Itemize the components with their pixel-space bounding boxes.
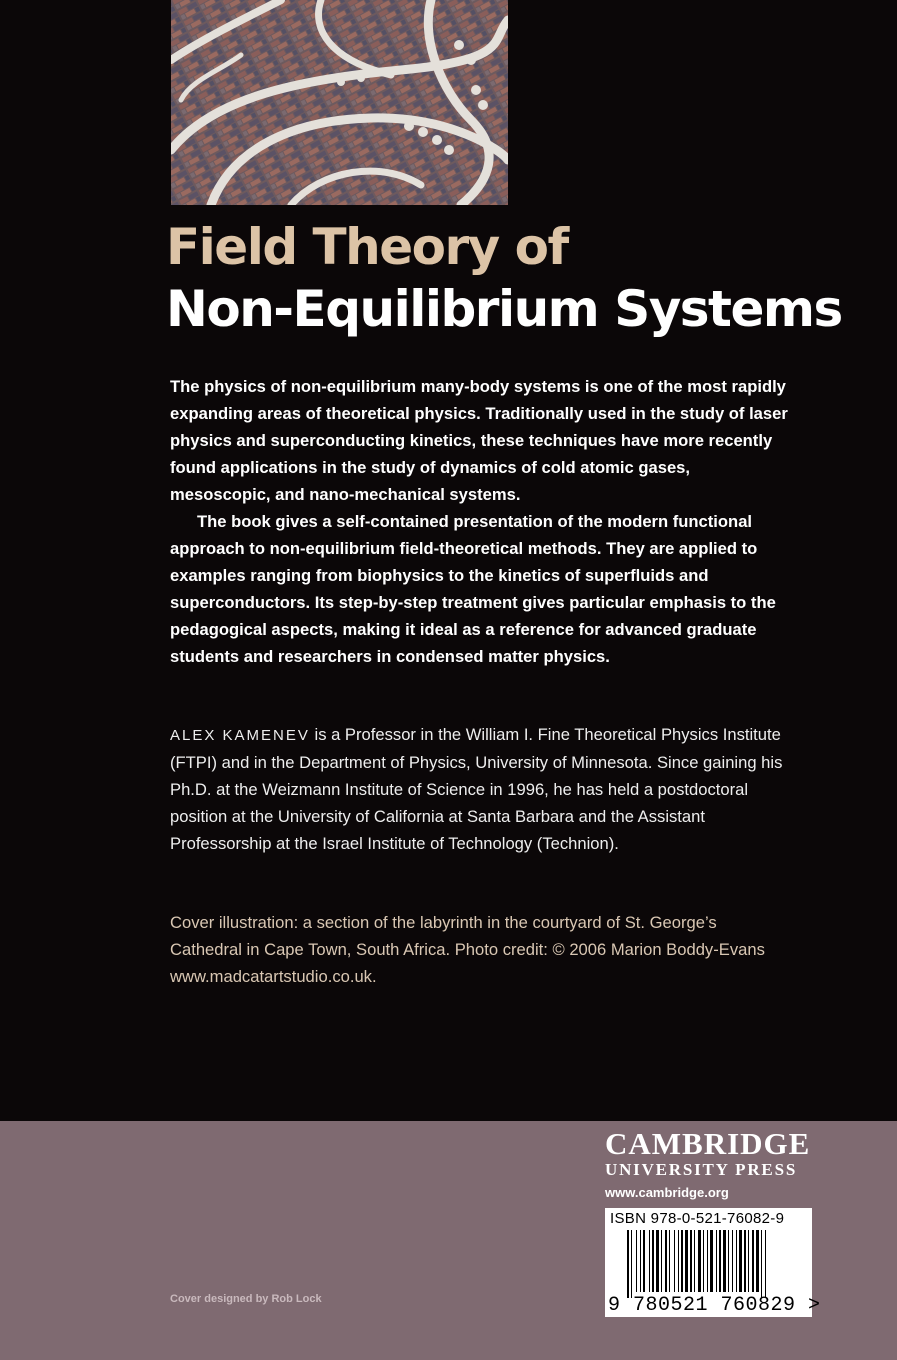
description-paragraph-2: The book gives a self-contained presentation of the modern functional approach to non-equilibrium field-theoretical methods. They are applied to examples ranging from biophysics to the kinetics of superfluids and superconductors. Its step-by-step treatment gives particular emphasis to the pedagogical aspects, making it ideal as a reference for advanced graduate students and researchers in condensed matter physics. [170,512,776,666]
publisher-logo [605,1128,815,1203]
isbn-number: ISBN 978-0-521-76082-9 [610,1210,785,1227]
cover-photo [171,0,508,205]
description-paragraph-1: The physics of non-equilibrium many-body systems is one of the most rapidly expanding areas of theoretical physics. Traditionally used in the study of laser physics and superconducting kinetics, these techniques have more recently found applications in the study of dynamics of cold atomic gases, mesoscopic, and nano-mechanical systems. [170,377,788,504]
publisher-name: CAMBRIDGE [605,1126,811,1161]
author-bio [170,721,790,857]
cover-credit: Cover illustration: a section of the labyrinth in the courtyard of St. George’s Cathedral in Cape Town, South Africa. Photo credit: © 2006 Marion Boddy-Evans www.madcatartstudio.co.uk. [170,913,765,986]
author-name: ALEX KAMENEV [170,727,310,744]
isbn-barcode [605,1208,821,1317]
title-line-1: Field Theory of [166,218,568,276]
publisher-press: UNIVERSITY PRESS [605,1160,798,1179]
cover-designer: Cover designed by Rob Lock [170,1293,322,1305]
barcode-digits: 9 780521 760829 > [608,1294,821,1317]
publisher-url: www.cambridge.org [605,1185,729,1200]
labyrinth-photo-icon [171,0,508,205]
book-description [170,373,790,670]
author-bio-text: is a Professor in the William I. Fine Theoretical Physics Institute (FTPI) and in the Department of Physics, University of Minnesota. Since gaining his Ph.D. at the Weizmann Institute of Science in 1996, he has held a postdoctoral position at the University of California at Santa Barbara and the Assistant Professorship at the Israel Institute of Technology (Technion). [170,725,783,853]
title-line-2: Non-Equilibrium Systems [166,280,842,338]
